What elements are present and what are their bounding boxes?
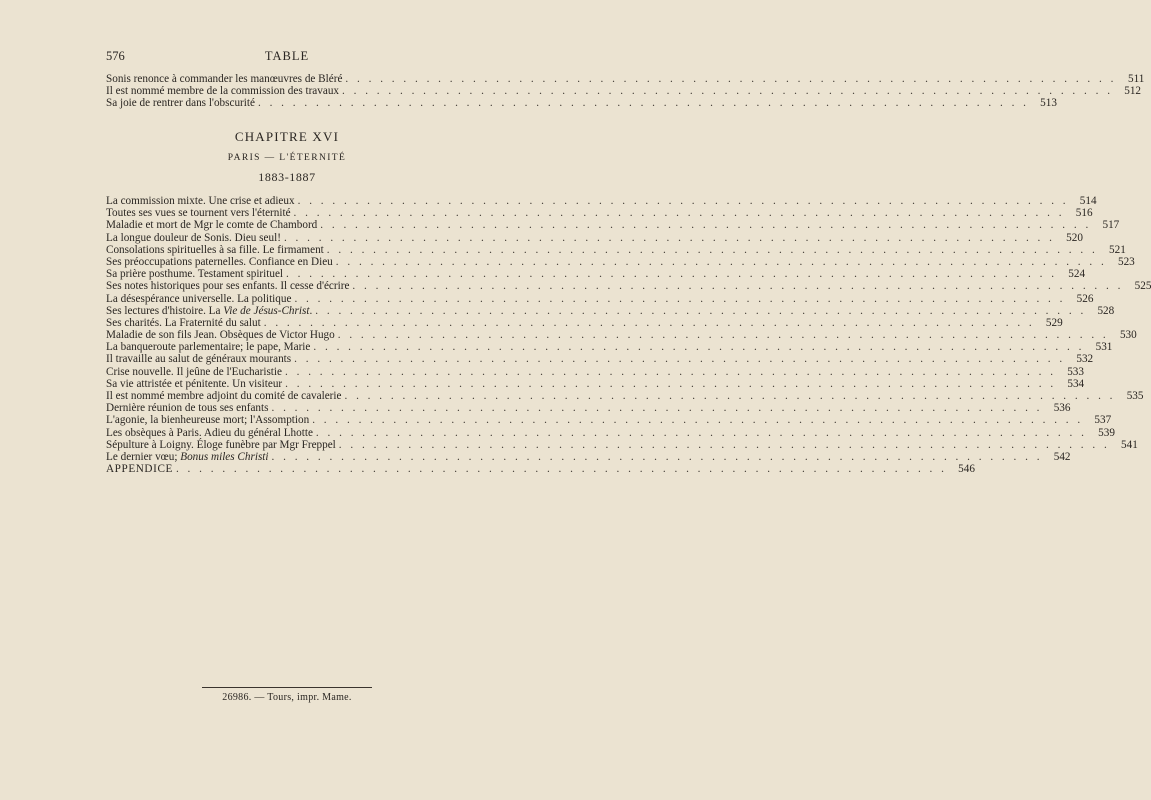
leader-dots [173, 463, 947, 475]
toc-entry-page: 537 [1094, 414, 1112, 427]
toc-entry-page: 513 [1040, 97, 1057, 110]
toc-entry [106, 73, 1145, 85]
toc-entry-title: Il est nommé membre de la commission des travaux [106, 85, 340, 98]
leader-dots [282, 378, 1056, 390]
leader-dots [336, 439, 1110, 451]
toc-list-chapter [106, 195, 1151, 476]
toc-entry [106, 207, 1093, 220]
toc-entry-title: APPENDICE [106, 463, 173, 476]
toc-entry-title [106, 305, 312, 317]
leader-dots [324, 244, 1098, 256]
toc-entry [106, 365, 1084, 378]
toc-entry-page: 535 [1126, 390, 1144, 402]
toc-entry [106, 97, 1057, 110]
toc-entry-page: 534 [1067, 377, 1085, 390]
toc-entry [106, 353, 1094, 366]
leader-dots [335, 329, 1109, 341]
leader-dots [312, 305, 1086, 317]
leader-dots [317, 219, 1091, 231]
leader-dots [333, 256, 1107, 268]
toc-entry [106, 219, 1120, 232]
toc-entry-title: Les obsèques à Paris. Adieu du général Lhotte [106, 426, 313, 439]
page-title: TABLE [264, 49, 310, 63]
printer-imprint [106, 687, 468, 727]
toc-entry [106, 195, 1097, 207]
toc-entry-page: 526 [1076, 292, 1094, 305]
toc-entry-page: 516 [1075, 207, 1093, 220]
leader-dots [341, 390, 1115, 402]
toc-entry-title: Sa vie attristée et pénitente. Un visiteur [106, 377, 283, 390]
leader-dots [295, 195, 1069, 207]
toc-entry-title-italic: Bonus miles Christi [180, 450, 269, 463]
toc-entry-title: Consolations spirituelles à sa fille. Le firmament [106, 243, 324, 256]
toc-entry-title: Sa joie de rentrer dans l'obscurité [106, 97, 255, 110]
toc-entry-title-part: Ses lectures d'histoire. La [106, 304, 224, 317]
toc-entry-title: Sépulture à Loigny. Éloge funèbre par Mgr Freppel [106, 438, 336, 451]
toc-entry-page: 531 [1095, 341, 1113, 354]
leader-dots [349, 280, 1123, 292]
chapter-subtitle: PARIS — L'ÉTERNITÉ [227, 153, 347, 163]
toc-entry-page: 521 [1109, 243, 1126, 256]
toc-entry-title: Crise nouvelle. Il jeûne de l'Eucharistie [106, 365, 282, 378]
toc-entry-page: 542 [1053, 450, 1071, 463]
toc-entry-title: Maladie de son fils Jean. Obsèques de Victor Hugo [106, 329, 335, 342]
toc-entry-page: 512 [1124, 85, 1141, 98]
toc-entry [106, 292, 1094, 305]
running-head [106, 49, 468, 65]
page-number: 576 [106, 49, 125, 63]
leader-dots [283, 268, 1057, 280]
leader-dots [313, 427, 1087, 439]
toc-entry-page: 511 [1128, 73, 1145, 85]
toc-entry-title-italic: Vie de Jésus-Christ [223, 304, 310, 317]
leader-dots [339, 85, 1113, 97]
toc-entry [106, 316, 1063, 329]
toc-list-continued [106, 73, 1145, 110]
leader-dots [282, 366, 1056, 378]
toc-entry-title: La longue douleur de Sonis. Dieu seul! [106, 231, 281, 244]
toc-entry-page: 541 [1121, 438, 1138, 451]
toc-entry-title: L'agonie, la bienheureuse mort; l'Assomption [106, 414, 310, 427]
toc-entry-title: Maladie et mort de Mgr le comte de Chambord [106, 219, 318, 232]
leader-dots [291, 207, 1065, 219]
toc-entry [106, 231, 1083, 244]
toc-entry [106, 243, 1126, 256]
imprint-rule [202, 687, 372, 688]
toc-entry-title: Ses préoccupations paternelles. Confiance en Dieu [106, 255, 333, 268]
toc-entry-page: 536 [1053, 402, 1071, 415]
toc-entry-title: La commission mixte. Une crise et adieux [106, 195, 295, 207]
toc-entry-page: 525 [1134, 280, 1151, 293]
toc-entry-page: 514 [1079, 195, 1097, 207]
toc-entry-page: 532 [1076, 353, 1094, 366]
toc-entry-page: 520 [1066, 231, 1083, 244]
leader-dots [269, 451, 1043, 463]
leader-dots [261, 317, 1035, 329]
toc-entry-page: 524 [1068, 268, 1086, 281]
toc-entry-page: 546 [958, 463, 975, 476]
toc-entry-page: 533 [1067, 365, 1084, 378]
toc-entry-title: Il est nommé membre adjoint du comité de cavalerie [106, 390, 342, 402]
toc-entry-title: La désespérance universelle. La politique [106, 292, 292, 305]
toc-entry-title: Il travaille au salut de généraux mourants [106, 353, 292, 366]
toc-entry [106, 85, 1141, 98]
imprint-text: 26986. — Tours, impr. Mame. [222, 692, 352, 703]
toc-entry [106, 255, 1135, 268]
toc-entry-title: Sonis renonce à commander les manœuvres de Bléré [106, 73, 343, 85]
toc-entry [106, 268, 1086, 281]
toc-entry [106, 438, 1138, 451]
toc-entry-title: Sa prière posthume. Testament spirituel [106, 268, 284, 281]
toc-entry [106, 426, 1115, 439]
toc-entry [106, 402, 1071, 415]
leader-dots [310, 341, 1084, 353]
leader-dots [281, 232, 1055, 244]
leader-dots [342, 73, 1116, 85]
chapter-title: CHAPITRE XVI [234, 129, 340, 144]
toc-entry-page: 529 [1045, 316, 1063, 329]
toc-entry-title-part: . [309, 304, 313, 317]
toc-entry-page: 523 [1117, 255, 1135, 268]
toc-entry [106, 329, 1137, 342]
toc-entry [106, 414, 1112, 427]
toc-entry [106, 304, 1115, 317]
toc-entry [106, 450, 1071, 463]
toc-entry [106, 341, 1113, 354]
toc-entry-title [106, 451, 269, 463]
toc-entry-title: Ses charités. La Fraternité du salut [106, 316, 261, 329]
toc-entry [106, 390, 1144, 402]
toc-entry-page: 528 [1097, 304, 1115, 317]
leader-dots [309, 414, 1083, 426]
leader-dots [291, 293, 1065, 305]
toc-entry-title: La banqueroute parlementaire; le pape, Marie [106, 341, 311, 354]
toc-entry-title: Dernière réunion de tous ses enfants [106, 402, 269, 415]
toc-entry [106, 377, 1085, 390]
leader-dots [255, 97, 1029, 109]
toc-entry-page: 539 [1098, 426, 1115, 439]
toc-entry-title: Toutes ses vues se tournent vers l'éternité [106, 207, 291, 220]
toc-entry [106, 280, 1151, 293]
leader-dots [268, 402, 1042, 414]
leader-dots [291, 353, 1065, 365]
toc-entry [106, 463, 975, 476]
toc-entry-title: Ses notes historiques pour ses enfants. Il cesse d'écrire [106, 280, 350, 293]
toc-entry-page: 530 [1119, 329, 1137, 342]
toc-entry-page: 517 [1102, 219, 1120, 232]
chapter-years: 1883-1887 [258, 170, 316, 184]
toc-entry-title-part: Le dernier vœu; [106, 450, 181, 463]
